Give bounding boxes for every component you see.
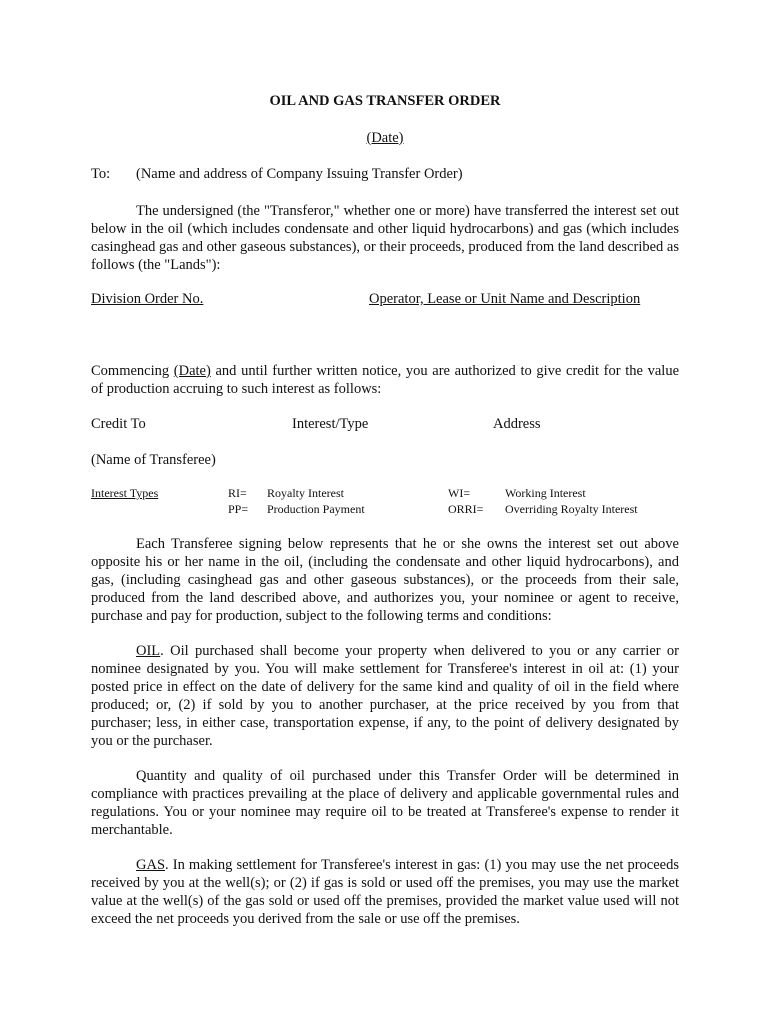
- commencing-date: (Date): [173, 363, 211, 379]
- address-header: Address: [493, 416, 541, 432]
- interest-type-header: Interest/Type: [292, 416, 369, 432]
- wi-code: WI=: [448, 486, 471, 500]
- transferee-name: (Name of Transferee): [91, 452, 216, 468]
- oil-heading: OIL: [136, 643, 161, 659]
- credit-to-header: Credit To: [91, 416, 146, 432]
- wi-description: Working Interest: [505, 486, 586, 500]
- orri-code: ORRI=: [448, 502, 484, 516]
- transferee-statement-text: Each Transferee signing below represents that he or she owns the interest set out above opposite his or her name in the oil, (including the condensate and other liquid hydrocarbons), and gas, (including casinghead gas and other gaseous substances), or the proceeds from their sale, produced from the land described above, and authorizes you, your nominee or agent to receive, purchase and pay for production, subject to the following terms and conditions:: [91, 536, 679, 624]
- quantity-text: Quantity and quality of oil purchased under this Transfer Order will be determined in compliance with practices prevailing at the place of delivery and applicable governmental rules and regulations. You or your nominee may require oil to be treated at Transferee's expense to render it merchantable.: [91, 768, 679, 838]
- ri-description: Royalty Interest: [267, 486, 344, 500]
- interest-types-label: Interest Types: [91, 486, 159, 500]
- transferee-statement-paragraph: [91, 535, 679, 625]
- gas-heading: GAS: [136, 857, 166, 873]
- gas-text: . In making settlement for Transferee's interest in gas: (1) you may use the net proceeds received by you at the well(s); or (2) if gas is sold or used off the premises, you may use the market value at the well(s) of the gas sold or used off the premises, provided the market value used will not exceed the net proceeds you derived from the sale or use off the premises.: [91, 857, 679, 927]
- division-order-label: Division Order No.: [91, 291, 204, 307]
- gas-paragraph: [91, 856, 679, 928]
- pp-code: PP=: [228, 502, 249, 516]
- date-placeholder: (Date): [366, 130, 404, 146]
- ri-code: RI=: [228, 486, 247, 500]
- document-title: OIL AND GAS TRANSFER ORDER: [269, 93, 501, 109]
- commencing-paragraph: [91, 362, 679, 398]
- operator-label: Operator, Lease or Unit Name and Description: [369, 291, 641, 307]
- orri-description: Overriding Royalty Interest: [505, 502, 638, 516]
- commencing-before: Commencing: [91, 363, 174, 379]
- intro-text: The undersigned (the "Transferor," whether one or more) have transferred the interest set out below in the oil (which includes condensate and other liquid hydrocarbons) and gas (which includes casinghead gas and other gaseous substances), or their proceeds, produced from the land described as follows (the "Lands"):: [91, 203, 679, 273]
- quantity-paragraph: [91, 767, 679, 839]
- intro-paragraph: [91, 202, 679, 274]
- to-label: To:: [91, 166, 111, 182]
- to-value: (Name and address of Company Issuing Transfer Order): [136, 166, 463, 182]
- oil-paragraph: [91, 642, 679, 750]
- commencing-after: and until further written notice, you are authorized to give credit for the value of production accruing to such interest as follows:: [91, 363, 679, 397]
- pp-description: Production Payment: [267, 502, 365, 516]
- oil-text: . Oil purchased shall become your property when delivered to you or any carrier or nominee designated by you. You will make settlement for Transferee's interest in oil at: (1) your posted price in effect on the date of delivery for the same kind and quality of oil in the field where produced; or, (2) if sold by you to another purchaser, at the price received by you from that purchaser; less, in either case, transportation expense, if any, to the point of delivery designated by you or the purchaser.: [91, 643, 679, 749]
